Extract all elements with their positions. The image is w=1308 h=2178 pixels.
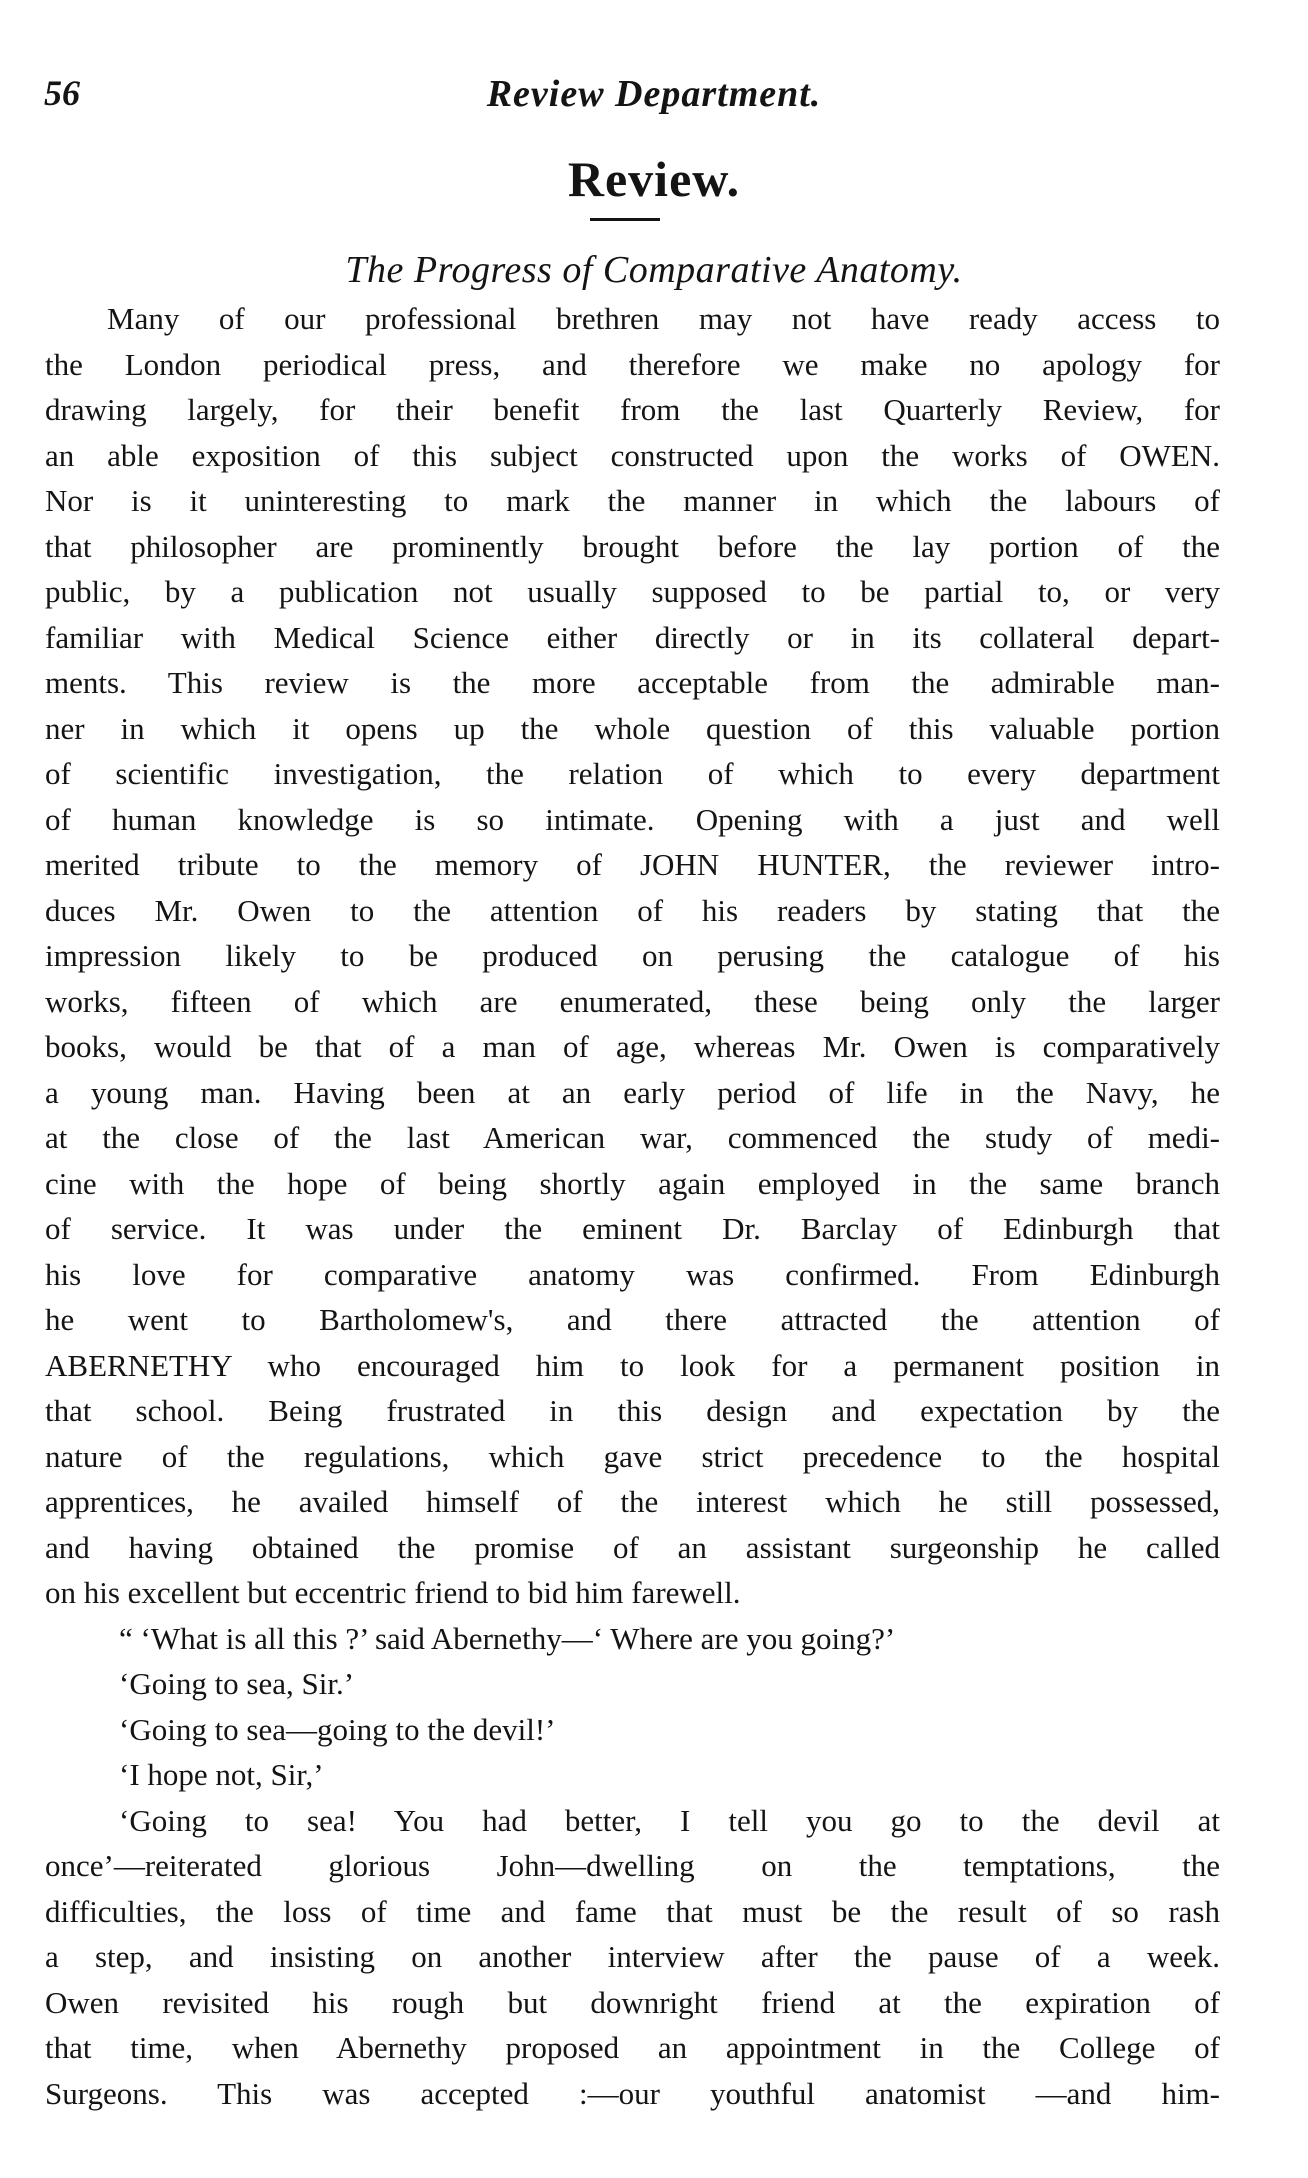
text-line: an able exposition of this subject constructed upon the works of OWEN. xyxy=(45,437,1220,473)
text-line: once’—reiterated glorious John—dwelling on the temptations, the xyxy=(45,1848,1220,1883)
text-line: ments. This review is the more acceptable from the admirable man- xyxy=(45,665,1220,700)
text-line: cine with the hope of being shortly again employed in the same branch xyxy=(45,1165,1220,1201)
article-body xyxy=(45,296,1220,2116)
text-line: merited tribute to the memory of JOHN HUNTER, the reviewer intro- xyxy=(45,847,1220,882)
quote-line: ‘I hope not, Sir,’ xyxy=(119,1757,324,1792)
text-line: of scientific investigation, the relation of which to every department xyxy=(45,756,1220,791)
quote-line: ‘Going to sea—going to the devil!’ xyxy=(119,1711,556,1747)
quote-line: “ ‘What is all this ?’ said Abernethy—‘ Where are you going?’ xyxy=(119,1620,896,1656)
text-line: ner in which it opens up the whole question of this valuable portion xyxy=(45,710,1220,746)
running-head xyxy=(0,72,1308,122)
running-title: Review Department. xyxy=(486,73,822,115)
text-line: of human knowledge is so intimate. Opening with a just and well xyxy=(45,801,1220,837)
text-line: ABERNETHY who encouraged him to look for a permanent position in xyxy=(45,1347,1220,1383)
text-line: Many of our professional brethren may not have ready access to xyxy=(107,301,1220,336)
text-line: a step, and insisting on another interview after the pause of a week. xyxy=(45,1939,1220,1974)
text-line: public, by a publication not usually supposed to be partial to, or very xyxy=(45,574,1220,609)
text-line: familiar with Medical Science either directly or in its collateral depart- xyxy=(45,619,1220,655)
page-number: 56 xyxy=(44,73,80,113)
text-line: duces Mr. Owen to the attention of his readers by stating that the xyxy=(45,892,1220,928)
text-line: Nor is it uninteresting to mark the manner in which the labours of xyxy=(45,483,1220,518)
text-line: at the close of the last American war, commenced the study of medi- xyxy=(45,1120,1220,1155)
text-line: books, would be that of a man of age, whereas Mr. Owen is comparatively xyxy=(45,1029,1220,1064)
text-line: Owen revisited his rough but downright friend at the expiration of xyxy=(45,1984,1220,2020)
text-line: and having obtained the promise of an assistant surgeonship he called xyxy=(45,1529,1220,1565)
text-line: his love for comparative anatomy was confirmed. From Edinburgh xyxy=(45,1256,1220,1292)
text-line: the London periodical press, and therefore we make no apology for xyxy=(45,346,1220,382)
text-line: works, fifteen of which are enumerated, these being only the larger xyxy=(45,983,1220,1019)
article-title: The Progress of Comparative Anatomy. xyxy=(345,249,963,291)
text-line: on his excellent but eccentric friend to bid him farewell. xyxy=(45,1575,741,1610)
text-line: impression likely to be produced on perusing the catalogue of his xyxy=(45,938,1220,973)
text-line: apprentices, he availed himself of the interest which he still possessed, xyxy=(45,1484,1220,1519)
text-line: that time, when Abernethy proposed an appointment in the College of xyxy=(45,2030,1220,2065)
section-heading: Review. xyxy=(567,151,741,207)
quote-line: ‘Going to sea! You had better, I tell you go to the devil at xyxy=(119,1802,1220,1838)
text-line: of service. It was under the eminent Dr. Barclay of Edinburgh that xyxy=(45,1211,1220,1246)
text-line: that philosopher are prominently brought before the lay portion of the xyxy=(45,528,1220,564)
text-line: he went to Bartholomew's, and there attracted the attention of xyxy=(45,1302,1220,1337)
quote-line: ‘Going to sea, Sir.’ xyxy=(119,1666,355,1701)
text-line: difficulties, the loss of time and fame that must be the result of so rash xyxy=(45,1893,1220,1929)
heading-rule xyxy=(590,218,660,221)
text-line: a young man. Having been at an early period of life in the Navy, he xyxy=(45,1074,1220,1110)
text-line: nature of the regulations, which gave strict precedence to the hospital xyxy=(45,1438,1220,1474)
text-line: drawing largely, for their benefit from the last Quarterly Review, for xyxy=(45,392,1220,427)
text-line: that school. Being frustrated in this design and expectation by the xyxy=(45,1393,1220,1428)
text-line: Surgeons. This was accepted :—our youthful anatomist —and him- xyxy=(45,2075,1220,2111)
